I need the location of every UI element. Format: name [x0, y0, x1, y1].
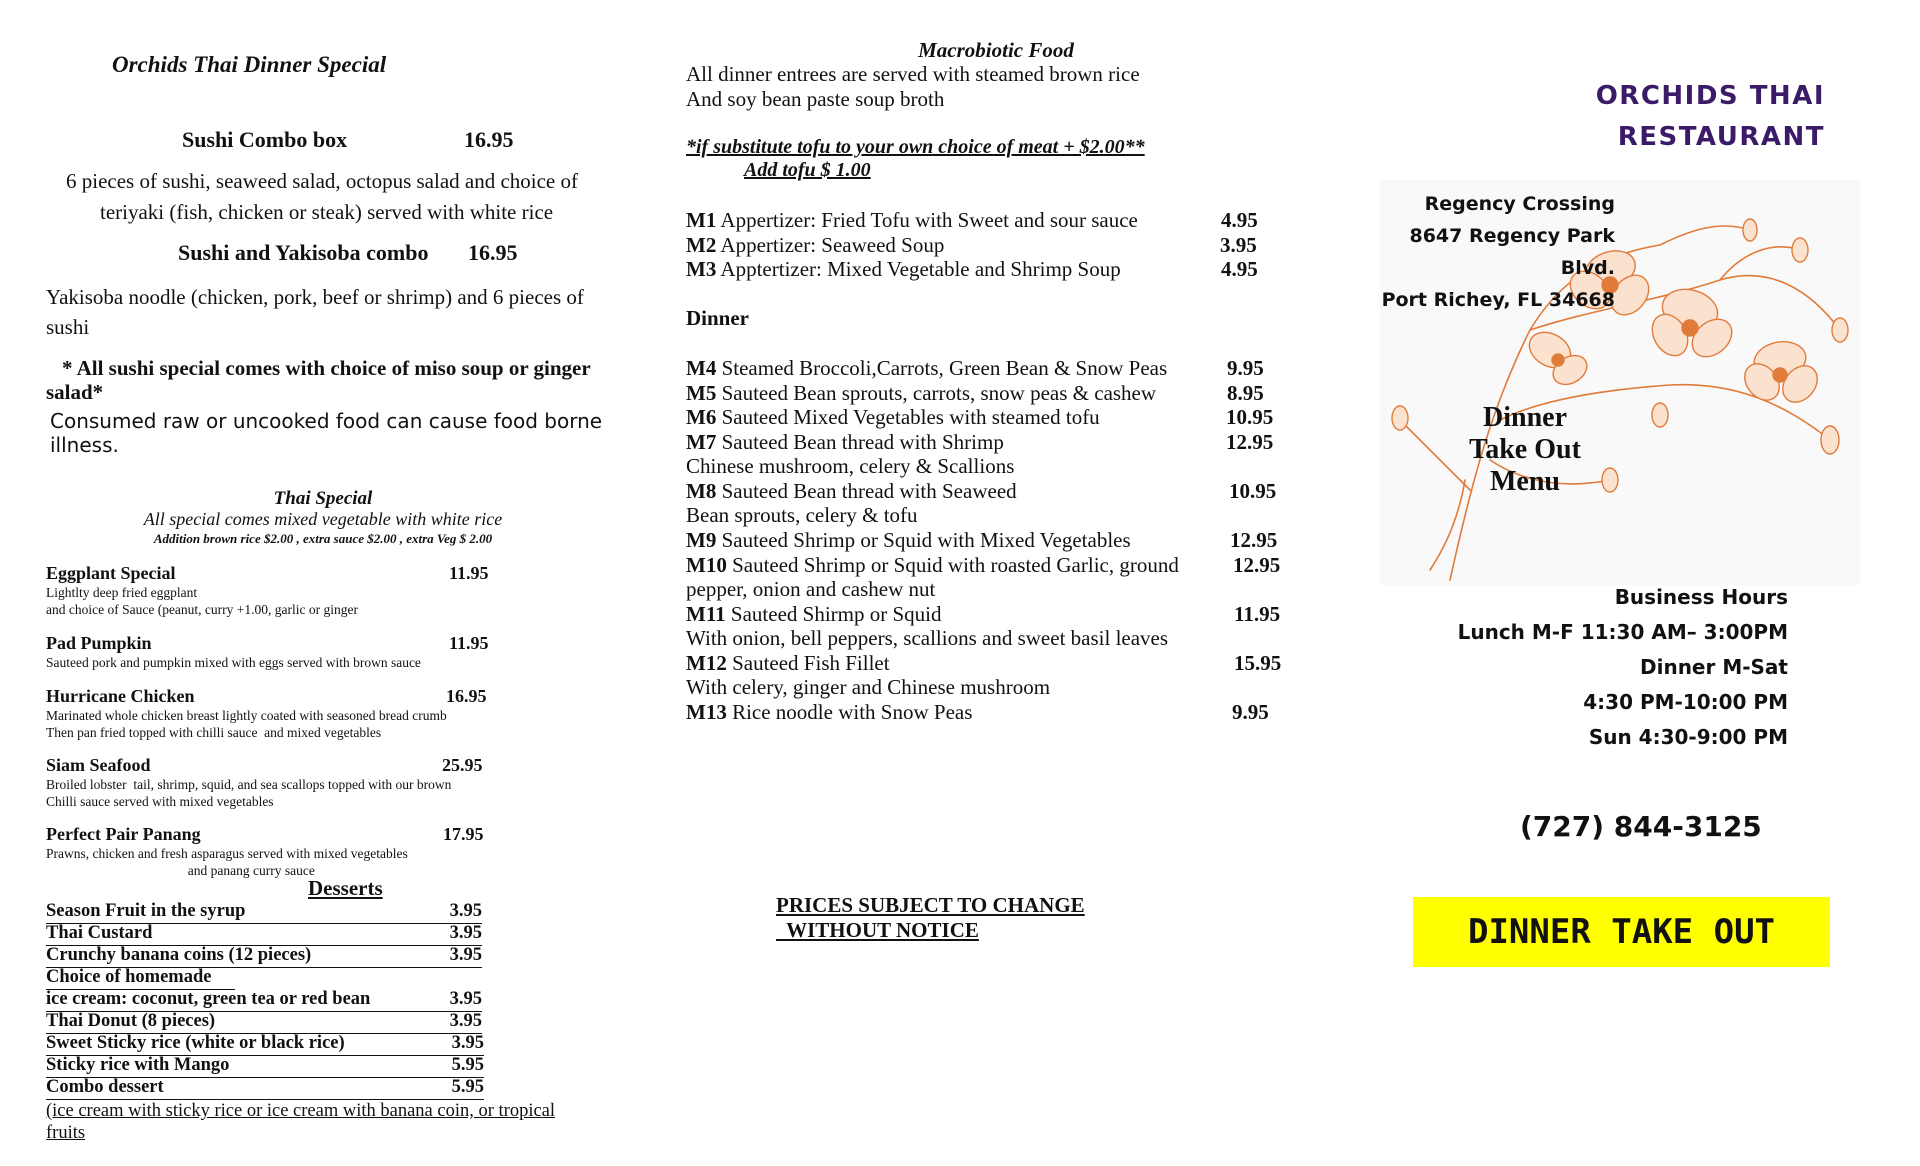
- menu-price: 12.95: [1230, 528, 1278, 552]
- dessert-price: 3.95: [449, 901, 482, 921]
- dinner-heading: Dinner: [686, 306, 749, 330]
- dessert-name: Combo dessert: [46, 1077, 164, 1097]
- dessert-name: Thai Custard: [46, 923, 153, 943]
- menu-code: M12: [686, 651, 727, 675]
- menu-price: 10.95: [1226, 405, 1274, 429]
- dinner-takeout-banner: [1413, 897, 1830, 967]
- special-item-price: 17.95: [443, 824, 484, 844]
- menu-item-name: Sauteed Bean thread with Seaweed: [721, 479, 1017, 503]
- menu-item: [686, 651, 890, 676]
- dessert-price: 3.95: [451, 1033, 484, 1053]
- thai-special-additions: Addition brown rice $2.00 , extra sauce $2.00 , extra Veg $ 2.00: [153, 531, 493, 546]
- special-item-name: Pad Pumpkin: [46, 633, 152, 653]
- sushi-combo-name: Sushi Combo box: [182, 127, 348, 152]
- macrobiotic-title: Macrobiotic Food: [918, 38, 1074, 62]
- menu-item-name: Sauteed Fish Fillet: [732, 651, 890, 675]
- menu-code: M10: [686, 553, 727, 577]
- dessert-name: Crunchy banana coins (12 pieces): [46, 945, 312, 965]
- right-column: [1360, 0, 1920, 1166]
- address-line-2: 8647 Regency Park Blvd.: [1409, 225, 1615, 279]
- menu-code: M4: [686, 356, 717, 380]
- menu-item: [686, 602, 942, 627]
- menu-item-name: Apptertizer: Mixed Vegetable and Shrimp Soup: [720, 257, 1121, 281]
- restaurant-name: [1596, 76, 1825, 158]
- menu-item-name: Sauteed Shrimp or Squid with roasted Garlic, ground: [732, 553, 1179, 577]
- menu-item-cont: With onion, bell peppers, scallions and sweet basil leaves: [686, 626, 1169, 650]
- menu-item: [686, 257, 1121, 282]
- raw-food-warning: Consumed raw or uncooked food can cause food borne illness.: [50, 409, 603, 457]
- menu-code: M8: [686, 479, 717, 503]
- special-item-name: Eggplant Special: [46, 563, 176, 583]
- dessert-row: [46, 945, 482, 968]
- dessert-price: 3.95: [449, 1011, 482, 1031]
- special-item-name: Perfect Pair Panang: [46, 824, 201, 844]
- dessert-name: ice cream: coconut, green tea or red bean: [46, 989, 371, 1009]
- special-item-name: Siam Seafood: [46, 755, 151, 775]
- menu-price: 4.95: [1221, 208, 1258, 232]
- thai-special-title: Thai Special: [273, 488, 373, 509]
- add-tofu-note: Add tofu $ 1.00: [744, 159, 871, 181]
- menu-item-name: Rice noodle with Snow Peas: [732, 700, 973, 724]
- yakisoba-combo-desc-2: sushi: [46, 315, 90, 339]
- dessert-name: Choice of homemade: [46, 967, 212, 987]
- menu-item-name: Sauteed Shirmp or Squid: [730, 602, 942, 626]
- tofu-substitute-note: *if substitute tofu to your own choice of meat + $2.00**: [686, 136, 1145, 158]
- menu-item-name: Appertizer: Seaweed Soup: [720, 233, 945, 257]
- sushi-note-line-1: * All sushi special comes with choice of miso soup or ginger: [62, 356, 591, 380]
- menu-code: M2: [686, 233, 717, 257]
- menu-price: 9.95: [1232, 700, 1269, 724]
- menu-item-name: Sauteed Mixed Vegetables with steamed tofu: [721, 405, 1100, 429]
- dessert-price: 5.95: [451, 1077, 484, 1097]
- menu-item: [686, 381, 1156, 406]
- menu-label-line-3: Menu: [1490, 466, 1560, 497]
- dessert-row: [46, 1055, 484, 1078]
- dessert-price: 5.95: [451, 1055, 484, 1075]
- hours-dinner-time: 4:30 PM-10:00 PM: [1583, 690, 1788, 714]
- address-line-3: Port Richey, FL 34668: [1381, 289, 1615, 311]
- menu-code: M7: [686, 430, 717, 454]
- address-block: [1360, 188, 1615, 316]
- menu-price: 15.95: [1234, 651, 1282, 675]
- menu-price: 9.95: [1227, 356, 1264, 380]
- menu-item-cont: Bean sprouts, celery & tofu: [686, 503, 918, 527]
- dessert-price: 3.95: [449, 923, 482, 943]
- dessert-name: Season Fruit in the syrup: [46, 901, 246, 921]
- menu-item: [686, 479, 1017, 504]
- menu-price: 11.95: [1234, 602, 1281, 626]
- special-item-desc: Broiled lobster tail, shrimp, squid, and sea scallops topped with our brown Chilli sauce served with mixed vegetables: [46, 777, 452, 809]
- special-item-name: Hurricane Chicken: [46, 686, 195, 706]
- phone-number: (727) 844-3125: [1520, 810, 1762, 843]
- special-item-price: 25.95: [442, 755, 483, 775]
- menu-item: [686, 528, 1131, 553]
- menu-code: M13: [686, 700, 727, 724]
- menu-label-line-2: Take Out: [1469, 434, 1581, 465]
- menu-code: M3: [686, 257, 717, 281]
- menu-label-line-1: Dinner: [1483, 402, 1567, 433]
- yakisoba-combo-name: Sushi and Yakisoba combo: [178, 240, 429, 265]
- hours-sunday: Sun 4:30-9:00 PM: [1588, 725, 1788, 749]
- dessert-row: [46, 901, 482, 924]
- dinner-takeout-menu-label: [1430, 402, 1620, 498]
- special-item-price: 16.95: [446, 686, 487, 706]
- dessert-name: Sticky rice with Mango: [46, 1055, 230, 1075]
- yakisoba-combo-price: 16.95: [468, 240, 518, 265]
- menu-price: 4.95: [1221, 257, 1258, 281]
- menu-item-name: Sauteed Bean thread with Shrimp: [721, 430, 1004, 454]
- thai-special-subtitle: All special comes mixed vegetable with white rice: [143, 509, 503, 529]
- dessert-row: [46, 1011, 482, 1034]
- menu-item-name: Sauteed Bean sprouts, carrots, snow peas & cashew: [721, 381, 1157, 405]
- special-item-price: 11.95: [449, 633, 489, 653]
- hours-title: Business Hours: [1614, 585, 1788, 609]
- menu-code: M6: [686, 405, 717, 429]
- menu-item-name: Appertizer: Fried Tofu with Sweet and sour sauce: [720, 208, 1138, 232]
- menu-item: [686, 208, 1138, 233]
- sushi-combo-desc-2: teriyaki (fish, chicken or steak) served with white rice: [100, 200, 554, 224]
- dessert-name: Sweet Sticky rice (white or black rice): [46, 1033, 345, 1053]
- yakisoba-combo-desc-1: Yakisoba noodle (chicken, pork, beef or shrimp) and 6 pieces of: [46, 285, 584, 309]
- sushi-combo-desc-1: 6 pieces of sushi, seaweed salad, octopus salad and choice of: [66, 169, 578, 193]
- dessert-name: Thai Donut (8 pieces): [46, 1011, 216, 1031]
- banner-text: DINNER TAKE OUT: [1467, 912, 1776, 952]
- sushi-combo-price: 16.95: [464, 127, 514, 152]
- menu-item: [686, 553, 1179, 578]
- dessert-row: [46, 923, 482, 946]
- menu-code: M5: [686, 381, 717, 405]
- dessert-row: [46, 1077, 484, 1100]
- menu-item-name: Sauteed Shrimp or Squid with Mixed Vegetables: [721, 528, 1131, 552]
- menu-item-cont: Chinese mushroom, celery & Scallions: [686, 454, 1015, 478]
- menu-price: 8.95: [1227, 381, 1264, 405]
- menu-price: 12.95: [1226, 430, 1274, 454]
- address-line-1: Regency Crossing: [1424, 193, 1615, 215]
- prices-subject-to-change: PRICES SUBJECT TO CHANGE WITHOUT NOTICE: [776, 893, 1085, 942]
- sushi-note-line-2: salad*: [46, 380, 104, 404]
- special-item-price: 11.95: [449, 563, 489, 583]
- desserts-title: Desserts: [308, 876, 383, 900]
- menu-code: M11: [686, 602, 726, 626]
- macrobiotic-line-2: And soy bean paste soup broth: [686, 87, 945, 111]
- hours-dinner: Dinner M-Sat: [1640, 655, 1788, 679]
- special-item-desc: Marinated whole chicken breast lightly coated with seasoned bread crumb Then pan fried topped with chilli sauce and mixed vegetables: [46, 708, 447, 740]
- business-hours: [1458, 580, 1788, 755]
- dinner-special-title: Orchids Thai Dinner Special: [112, 52, 387, 77]
- dessert-price: 3.95: [449, 989, 482, 1009]
- special-item-desc: Lightlty deep fried eggplant and choice of Sauce (peanut, curry +1.00, garlic or ginger: [46, 585, 358, 617]
- menu-price: 12.95: [1233, 553, 1281, 577]
- menu-price: 3.95: [1220, 233, 1257, 257]
- hours-lunch: Lunch M-F 11:30 AM– 3:00PM: [1457, 620, 1788, 644]
- restaurant-name-line-2: RESTAURANT: [1617, 122, 1825, 152]
- dessert-price: 3.95: [449, 945, 482, 965]
- dessert-combo-note-2: fruits: [46, 1123, 86, 1143]
- dessert-combo-note-1: (ice cream with sticky rice or ice cream with banana coin, or tropical: [46, 1101, 556, 1121]
- menu-code: M1: [686, 208, 717, 232]
- special-item-desc: Prawns, chicken and fresh asparagus served with mixed vegetables and panang curry sauce: [46, 846, 408, 878]
- menu-item: [686, 430, 1004, 455]
- menu-code: M9: [686, 528, 717, 552]
- special-item-desc: Sauteed pork and pumpkin mixed with eggs served with brown sauce: [46, 655, 421, 670]
- dessert-row: [46, 967, 235, 990]
- menu-item: [686, 233, 944, 258]
- macrobiotic-line-1: All dinner entrees are served with steamed brown rice: [686, 62, 1140, 86]
- menu-item-cont: pepper, onion and cashew nut: [686, 577, 936, 601]
- restaurant-name-line-1: ORCHIDS THAI: [1595, 81, 1825, 111]
- dessert-row: [46, 989, 482, 1012]
- menu-item: [686, 405, 1100, 430]
- menu-item: [686, 700, 972, 725]
- menu-price: 10.95: [1229, 479, 1277, 503]
- dessert-row: [46, 1033, 484, 1056]
- menu-item-name: Steamed Broccoli,Carrots, Green Bean & Snow Peas: [721, 356, 1168, 380]
- menu-item-cont: With celery, ginger and Chinese mushroom: [686, 675, 1051, 699]
- menu-item: [686, 356, 1167, 381]
